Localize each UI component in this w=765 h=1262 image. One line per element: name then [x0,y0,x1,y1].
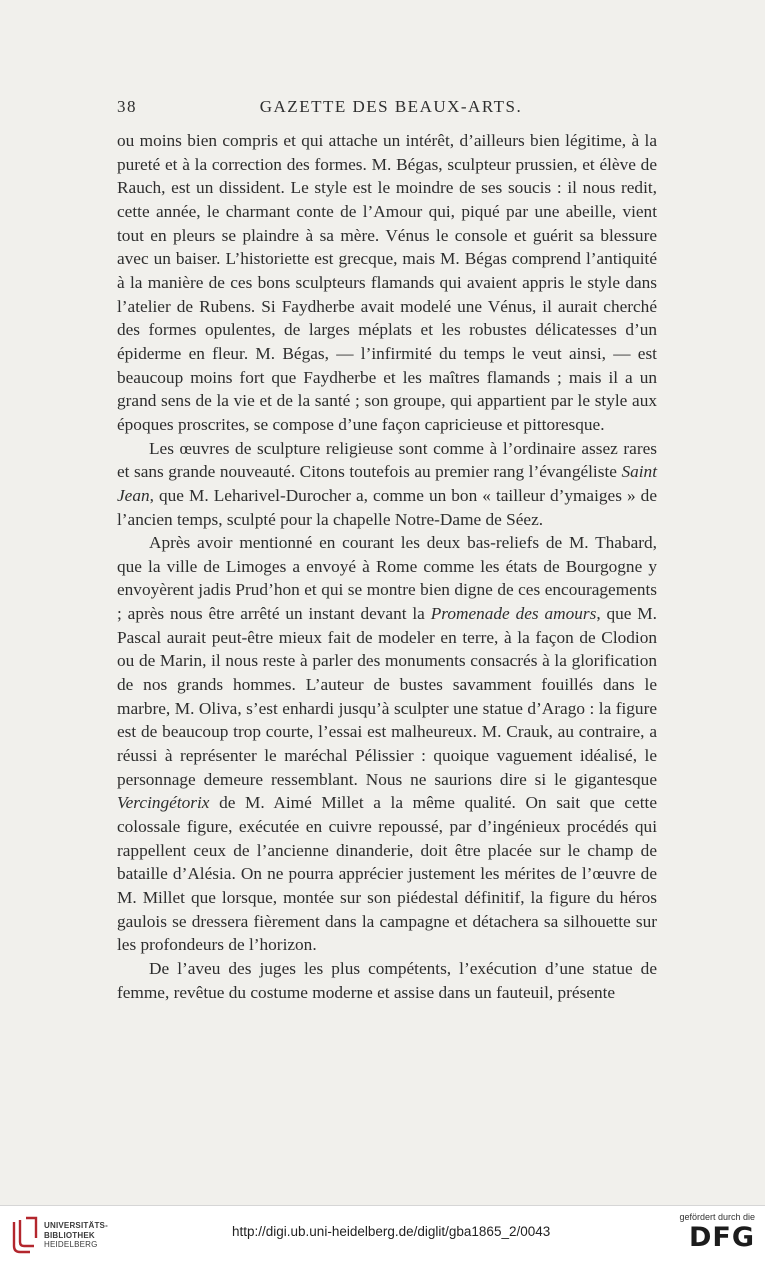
paragraph-2 [117,437,657,532]
paragraph-1: ou moins bien compris et qui attache un intérêt, d’ailleurs bien légitime, à la pureté et à la correction des formes. M. Bégas, sculpteur prussien, et élève de Rauch, est un dissident. Le style est le moindre de ses soucis : il nous redit, cette année, le charmant conte de l’Amour qui, piqué par une abeille, vient tout en pleurs se plaindre à sa mère. Vénus le console et guérit sa blessure avec un baiser. L’historiette est grecque, mais M. Bégas comprend l’antiquité à la manière de ces bons sculpteurs flamands qui avaient appris le style dans l’atelier de Rubens. Si Faydherbe avait modelé une Vénus, il aurait cherché des formes opulentes, de larges méplats et les robustes délicatesses d’un épiderme en fleur. M. Bégas, — l’infirmité du temps le veut ainsi, — est beaucoup moins fort que Faydherbe et les maîtres flamands ; mais il a un grand sens de la vie et de la santé ; son groupe, qui appartient par le style aux époques proscrites, se compose d’une façon capricieuse et pittoresque. [117,131,657,434]
library-logo[interactable] [10,1216,140,1256]
paragraph-2-italic: Saint Jean [117,462,657,505]
running-title: GAZETTE DES BEAUX-ARTS. [259,97,523,116]
paragraph-2-text-b: , que M. Leharivel-Durocher a, comme un bon « tailleur d’ymaiges » de l’ancien temps, sculpté pour la chapelle Notre-Dame de Séez. [117,485,657,529]
library-name [44,1221,108,1250]
paragraph-3-text-b: , que M. Pascal aurait peut-être mieux fait de modeler en terre, à la façon de Clodion ou de Marin, il nous reste à parler des monuments consacrés à la glorification de nos grands hommes. L’auteur de bustes savamment fouillés dans le marbre, M. Oliva, s’est enhardi jusqu’à sculpter une statue d’Arago : la figure est de beaucoup trop courte, l’essai est malheureux. M. Crauk, au contraire, a réussi à représenter le maréchal Pélissier : quoique vaguement idéalisé, le personnage demeure ressemblant. Nous ne saurions dire si le gigantesque [117,604,657,789]
body-text [117,129,657,1004]
library-name-line-3: HEIDELBERG [44,1240,98,1249]
paragraph-3-italic-1: Promenade des amours [430,604,597,624]
library-name-line-1: UNIVERSITÄTS- [44,1221,108,1230]
source-url-link[interactable]: http://digi.ub.uni-heidelberg.de/diglit/gba1865_2/0043 [232,1224,551,1239]
library-name-line-2: BIBLIOTHEK [44,1230,95,1240]
paragraph-4: De l’aveu des juges les plus compétents, l’exécution d’une statue de femme, revêtue du costume moderne et assise dans un fauteuil, présente [117,958,657,1002]
paragraph-3 [117,531,657,957]
dfg-logo[interactable] [675,1212,755,1258]
footer-bar [0,1205,765,1262]
funding-note: gefördert durch die [679,1212,755,1222]
running-header [117,97,665,123]
paragraph-2-text-a: Les œuvres de sculpture religieuse sont comme à l’ordinaire assez rares et sans grande nouveauté. Citons toutefois au premier rang l’évangéliste [117,438,657,482]
page-number: 38 [117,97,137,116]
paragraph-3-text-a: Après avoir mentionné en courant les deux bas-reliefs de M. Thabard, que la ville de Limoges a envoyé à Rome comme les états de Bourgogne y envoyèrent jadis Prud’hon et qui se montre bien digne de ces encouragements ; après nous être arrêté un instant devant la [117,533,657,624]
paragraph-3-italic-2: Vercingétorix [117,793,210,813]
dfg-logo-text: DFG [688,1222,755,1253]
library-emblem-icon [10,1216,40,1256]
paragraph-3-text-c: de M. Aimé Millet a la même qualité. On sait que cette colossale figure, exécutée en cuivre repoussé, par d’ingénieux procédés qui rappellent ceux de l’ancienne dinanderie, doit être placée sur le champ de bataille d’Alésia. On ne pourra apprécier justement les mérites de l’œuvre de M. Millet que lorsque, montée sur son piédestal définitif, la figure du héros gaulois se dressera fièrement dans la campagne et détachera sa silhouette sur les profondeurs de l’horizon. [117,793,657,955]
